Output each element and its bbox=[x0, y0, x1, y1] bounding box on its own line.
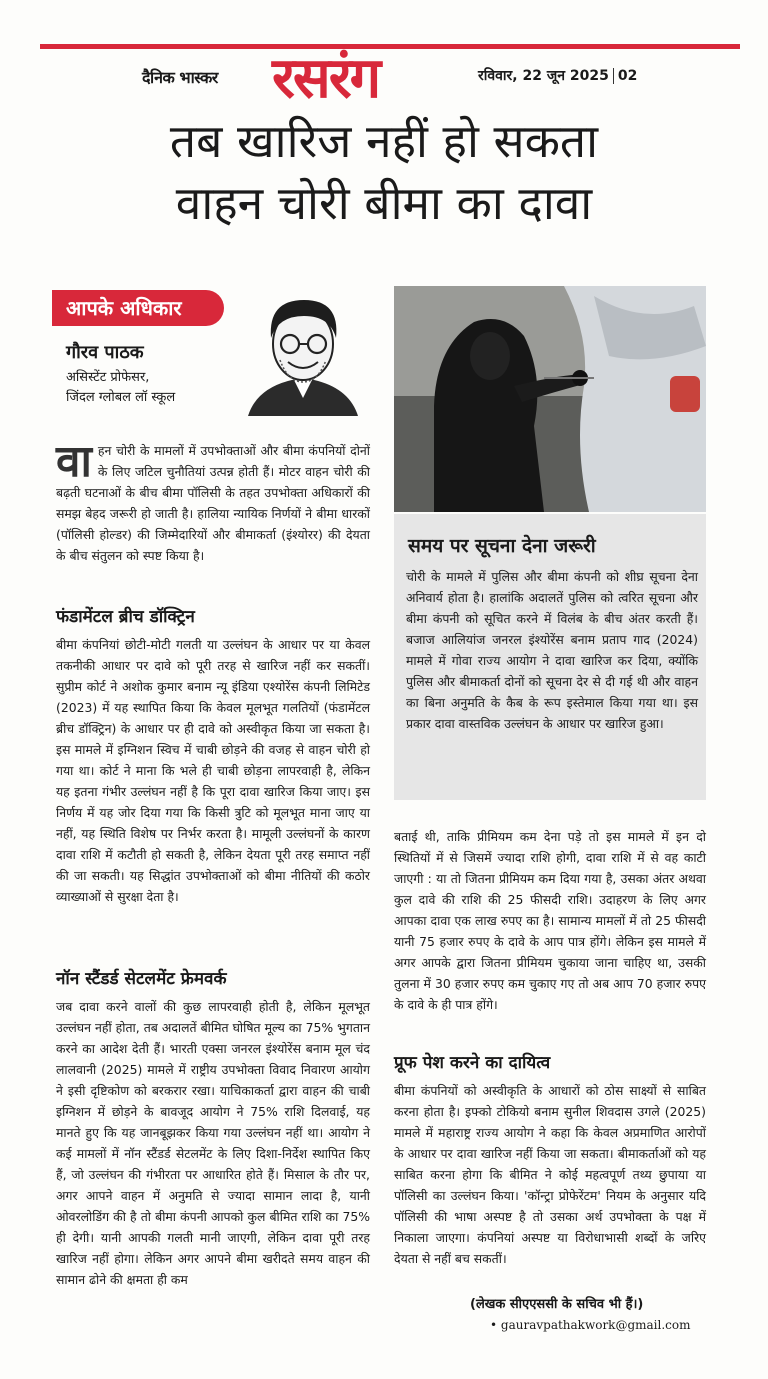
section-text-fundamental: बीमा कंपनियां छोटी-मोटी गलती या उल्लंघन के आधार पर या केवल तकनीकी आधार पर दावे को पूरी तरह से खारिज नहीं कर सकतीं। सुप्रीम कोर्ट ने अशोक कुमार बनाम न्यू इंडिया एश्योरेंस कंपनी लिमिटेड (2023) में यह स्थापित किया कि केवल मूलभूत गलतियों (फंडामेंटल ब्रीच डॉक्ट्रिन) के आधार पर ही दावे को अस्वीकृत किया जा सकता है। इस मामले में इग्निशन स्विच में चाबी छोड़ने की वजह से वाहन चोरी हो गया था। कोर्ट ने माना कि भले ही चाबी छोड़ना लापरवाही है, लेकिन यह इतना गंभीर उल्लंघन नहीं है कि पूरा दावा खारिज किया जाए। इस निर्णय में यह जोर दिया गया कि किसी त्रुटि को मूलभूत माना जाए या नहीं, यह स्थिति विशेष पर निर्भर करता है। मामूली उल्लंघनों के कारण दावा राशि में कटौती हो सकती है, लेकिन देयता पूरी तरह समाप्त नहीं की जा सकती। यह सिद्धांत उपभोक्ताओं को बीमा नीतियों की कठोर व्याख्याओं से सुरक्षा देता है। bbox=[56, 637, 370, 904]
issue-date: रविवार, 22 जून 2025 bbox=[478, 68, 609, 84]
author-role bbox=[66, 368, 175, 408]
section-text-non-standard: जब दावा करने वालों की कुछ लापरवाही होती है, लेकिन मूलभूत उल्लंघन नहीं होता, तब अदालतें बीमित घोषित मूल्य का 75% भुगतान करने का आदेश देती हैं। भारती एक्सा जनरल इंश्योरेंस बनाम मूल चंद लालवानी (2025) मामले में राष्ट्रीय उपभोक्ता विवाद निवारण आयोग ने इसी दृष्टिकोण को बरकरार रखा। याचिकाकर्ता द्वारा वाहन की चाबी इग्निशन में छोड़ने के बावजूद आयोग ने 75% राशि दिलवाई, यह मानते हुए कि यह जानबूझकर किया गया उल्लंघन नहीं था। आयोग ने कई मामलों में नॉन स्टैंडर्ड सेटलमेंट के लिए दिशा-निर्देश स्थापित किए हैं, जो उल्लंघन की गंभीरता पर आधारित होते हैं। मिसाल के तौर पर, अगर आपने वाहन में अनुमति से ज्यादा सामान लादा है, यानी ओवरलोडिंग की है तो बीमा कंपनी आपको कुल बीमित राशि का 75% ही देगी। यानी आपकी गलती मानी जाएगी, लेकिन दावा पूरी तरह खारिज नहीं होगा। लेकिन अगर आपने बीमा खरीदते समय वाहन की सामान ढोने की क्षमता ही कम bbox=[56, 999, 370, 1287]
masthead-rule bbox=[40, 44, 740, 49]
author-portrait bbox=[238, 286, 368, 416]
section-title-fundamental: फंडामेंटल ब्रीच डॉक्ट्रिन bbox=[56, 607, 195, 627]
paper-name: दैनिक भास्कर bbox=[142, 68, 218, 87]
headline-line-1: तब खारिज नहीं हो सकता bbox=[169, 114, 599, 168]
author-role-line-1: असिस्टेंट प्रोफेसर, bbox=[66, 370, 150, 385]
section-text-proof: बीमा कंपनियों को अस्वीकृति के आधारों को ठोस साक्ष्यों से साबित करना होता है। इफ्को टोकियो बनाम सुनील शिवदास उगले (2025) मामले में महाराष्ट्र राज्य आयोग ने कहा कि केवल अप्रमाणित आरोपों के आधार पर दावा खारिज नहीं किया जा सकता। बीमाकर्ताओं को यह साबित करना होगा कि बीमित ने कोई महत्वपूर्ण तथ्य छुपाया या पॉलिसी का उल्लंघन किया। 'कॉन्ट्रा प्रोफेरेंटम' नियम के अनुसार यदि पॉलिसी की भाषा अस्पष्ट है तो उसका अर्थ उपभोक्ता के पक्ष में निकाला जाएगा। कंपनियां अस्पष्ट या विरोधाभासी शब्दों के जरिए देयता से नहीं बच सकतीं। bbox=[394, 1083, 706, 1266]
author-role-line-2: जिंदल ग्लोबल लॉ स्कूल bbox=[66, 390, 176, 405]
divider bbox=[613, 68, 614, 84]
page-number: 02 bbox=[617, 68, 638, 84]
vehicle-theft-photo bbox=[394, 286, 706, 512]
section-title-non-standard: नॉन स्टैंडर्ड सेटलमेंट फ्रेमवर्क bbox=[56, 969, 227, 989]
author-name: गौरव पाठक bbox=[66, 342, 144, 363]
intro-paragraph bbox=[56, 436, 370, 566]
author-email-address: gauravpathakwork@gmail.com bbox=[500, 1318, 691, 1332]
continued-text: बताई थी, ताकि प्रीमियम कम देना पड़े तो इस मामले में इन दो स्थितियों में से जिसमें ज्यादा राशि होगी, दावा राशि में से वह काटी जाएगी : या तो जितना प्रीमियम कम दिया गया है, उसका अंतर अथवा कुल दावे की राशि की 25 फीसदी राशि। उदाहरण के लिए अगर आपका दावा एक लाख रुपए का है। सामान्य मामलों में तो 25 फीसदी यानी 75 हजार रुपए के दावे के आप पात्र होंगे। लेकिन इस मामले में अगर आपके द्वारा जितना प्रीमियम चुकाया जाना चाहिए था, उसकी तुलना में 30 हजार रुपए कम चुकाए गए तो अब आप 70 हजार रुपए के दावे के ही पात्र होंगे। bbox=[394, 829, 706, 1012]
column-label: आपके अधिकार bbox=[52, 290, 224, 326]
headline bbox=[40, 110, 728, 234]
author-signoff: (लेखक सीएएससी के सचिव भी हैं।) bbox=[470, 1297, 644, 1312]
sidebar-title: समय पर सूचना देना जरूरी bbox=[408, 535, 596, 557]
dateline bbox=[478, 66, 637, 85]
sidebar-text: चोरी के मामले में पुलिस और बीमा कंपनी को शीघ्र सूचना देना अनिवार्य होता है। हालांकि अदालतें पुलिस को त्वरित सूचना और बीमा कंपनी को सूचित करने में विलंब के बीच अंतर करती हैं। बजाज आलियांज जनरल इंश्योरेंस बनाम प्रताप गाद (2024) मामले में गोवा राज्य आयोग ने दावा खारिज कर दिया, क्योंकि पुलिस और बीमाकर्ता दोनों को सूचना देर से दी गई थी और वाहन का बिना अनुमति के कैब के रूप इस्तेमाल किया गया था। इस प्रकार दावा वास्तविक उल्लंघन के आधार पर खारिज हुआ। bbox=[406, 569, 698, 731]
intro-text: हन चोरी के मामलों में उपभोक्ताओं और बीमा कंपनियों दोनों के लिए जटिल चुनौतियां उत्पन्न होती हैं। मोटर वाहन चोरी की बढ़ती घटनाओं के बीच बीमा पॉलिसी के तहत उपभोक्ता अधिकारों की समझ बेहद जरूरी हो जाती है। हालिया न्यायिक निर्णयों ने बीमा धारकों (पॉलिसी होल्डर) की जिम्मेदारियों और बीमाकर्ता (इंश्योरर) की देयता के बीच संतुलन को स्पष्ट किया है। bbox=[56, 443, 370, 563]
author-email: • gauravpathakwork@gmail.com bbox=[490, 1318, 691, 1332]
supplement-logo: रसरंग bbox=[272, 45, 380, 111]
dropcap: वा bbox=[56, 436, 92, 487]
section-title-proof: प्रूफ पेश करने का दायित्व bbox=[394, 1053, 551, 1073]
headline-line-2: वाहन चोरी बीमा का दावा bbox=[175, 176, 593, 230]
